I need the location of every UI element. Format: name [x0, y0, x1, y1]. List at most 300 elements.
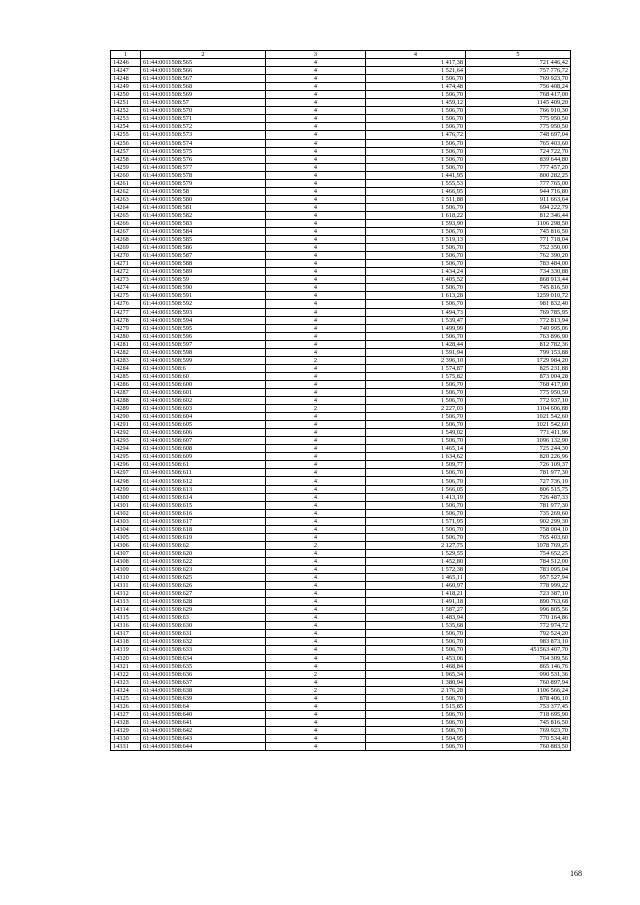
table-cell-col3: 4 [266, 566, 366, 574]
table-cell-col5: 723 387,10 [466, 590, 571, 598]
table-cell-col2: 61:44:0011508:572 [141, 123, 266, 131]
table-cell-col1: 14284 [111, 364, 141, 372]
table-cell-col2: 61:44:0011508:612 [141, 477, 266, 485]
table-cell-col2: 61:44:0011508:59 [141, 276, 266, 284]
table-cell-col1: 14287 [111, 388, 141, 396]
table-cell-col2: 61:44:0011508:596 [141, 332, 266, 340]
table-cell-col3: 4 [266, 461, 366, 469]
table-cell-col1: 14299 [111, 485, 141, 493]
table-cell-col3: 4 [266, 99, 366, 107]
table-cell-col3: 4 [266, 380, 366, 388]
table-cell-col4: 1 506,70 [366, 123, 466, 131]
header-cell-3: 3 [266, 51, 366, 59]
table-cell-col2: 61:44:0011508:569 [141, 91, 266, 99]
table-cell-col2: 61:44:0011508:597 [141, 340, 266, 348]
table-cell-col2: 61:44:0011508:613 [141, 485, 266, 493]
table-cell-col5: 769 785,95 [466, 308, 571, 316]
table-cell-col4: 1 506,70 [366, 284, 466, 292]
table-cell-col5: 758 004,10 [466, 525, 571, 533]
table-cell-col5: 890 763,68 [466, 598, 571, 606]
table-cell-col3: 4 [266, 598, 366, 606]
table-cell-col1: 14288 [111, 397, 141, 405]
table-row [111, 107, 571, 115]
table-cell-col2: 61:44:0011508:570 [141, 107, 266, 115]
table-cell-col3: 4 [266, 284, 366, 292]
table-cell-col5: 768 417,00 [466, 380, 571, 388]
table-cell-col3: 4 [266, 606, 366, 614]
table-cell-col3: 4 [266, 397, 366, 405]
table-row [111, 590, 571, 598]
table-row [111, 228, 571, 236]
table-cell-col5: 878 406,10 [466, 694, 571, 702]
table-cell-col1: 14280 [111, 332, 141, 340]
header-row [111, 51, 571, 59]
table-cell-col4: 1 555,53 [366, 179, 466, 187]
table-cell-col2: 61:44:0011508:589 [141, 268, 266, 276]
table-cell-col1: 14289 [111, 405, 141, 413]
table-cell-col1: 14298 [111, 477, 141, 485]
table-row [111, 123, 571, 131]
table-row [111, 397, 571, 405]
table-cell-col4: 1 491,18 [366, 598, 466, 606]
table-row [111, 179, 571, 187]
table-cell-col3: 4 [266, 654, 366, 662]
table-cell-col1: 14327 [111, 710, 141, 718]
table-cell-col3: 4 [266, 348, 366, 356]
table-cell-col2: 61:44:0011508:623 [141, 566, 266, 574]
table-cell-col2: 61:44:0011508:58 [141, 187, 266, 195]
table-cell-col2: 61:44:0011508:585 [141, 236, 266, 244]
table-cell-col5: 981 832,40 [466, 300, 571, 308]
table-row [111, 364, 571, 372]
table-cell-col4: 1 506,70 [366, 533, 466, 541]
table-cell-col3: 4 [266, 485, 366, 493]
table-cell-col4: 1 506,70 [366, 300, 466, 308]
table-cell-col4: 1 405,52 [366, 276, 466, 284]
table-cell-col1: 14281 [111, 340, 141, 348]
table-row [111, 710, 571, 718]
table-cell-col5: 868 913,44 [466, 276, 571, 284]
table-row [111, 75, 571, 83]
table-cell-col1: 14286 [111, 380, 141, 388]
table-cell-col4: 1 506,70 [366, 380, 466, 388]
table-row [111, 139, 571, 147]
table-cell-col4: 1 413,19 [366, 493, 466, 501]
table-cell-col4: 1 575,82 [366, 372, 466, 380]
table-cell-col4: 1 515,85 [366, 702, 466, 710]
table-cell-col2: 61:44:0011508:639 [141, 694, 266, 702]
table-cell-col1: 14320 [111, 654, 141, 662]
table-cell-col2: 61:44:0011508:571 [141, 115, 266, 123]
table-cell-col3: 4 [266, 509, 366, 517]
table-cell-col4: 1 506,70 [366, 252, 466, 260]
table-cell-col5: 775 950,50 [466, 123, 571, 131]
table-cell-col2: 61:44:0011508:631 [141, 630, 266, 638]
table-cell-col5: 753 377,45 [466, 702, 571, 710]
table-cell-col2: 61:44:0011508:618 [141, 525, 266, 533]
table-row [111, 445, 571, 453]
table-cell-col5: 777 765,00 [466, 179, 571, 187]
table-cell-col3: 4 [266, 614, 366, 622]
table-cell-col1: 14292 [111, 429, 141, 437]
table-cell-col4: 1 535,68 [366, 622, 466, 630]
table-cell-col4: 1 539,47 [366, 316, 466, 324]
table-cell-col1: 14257 [111, 147, 141, 155]
table-cell-col3: 4 [266, 332, 366, 340]
table-cell-col5: 718 695,90 [466, 710, 571, 718]
table-cell-col2: 61:44:0011508:579 [141, 179, 266, 187]
table-cell-col4: 1 506,70 [366, 115, 466, 123]
table-cell-col2: 61:44:0011508:637 [141, 678, 266, 686]
table-cell-col4: 1 506,70 [366, 413, 466, 421]
table-cell-col1: 14279 [111, 324, 141, 332]
table-cell-col5: 766 910,30 [466, 107, 571, 115]
table-cell-col3: 4 [266, 268, 366, 276]
table-row [111, 429, 571, 437]
table-cell-col5: 944 716,80 [466, 187, 571, 195]
table-cell-col1: 14258 [111, 155, 141, 163]
table-cell-col2: 61:44:0011508:595 [141, 324, 266, 332]
table-cell-col3: 4 [266, 630, 366, 638]
table-cell-col3: 2 [266, 686, 366, 694]
table-cell-col4: 2 127,75 [366, 541, 466, 549]
table-row [111, 324, 571, 332]
table-cell-col5: 770 164,86 [466, 614, 571, 622]
table-cell-col2: 61:44:0011508:581 [141, 203, 266, 211]
table-cell-col1: 14249 [111, 83, 141, 91]
table-cell-col3: 4 [266, 244, 366, 252]
table-row [111, 388, 571, 396]
table-cell-col5: 762 390,20 [466, 252, 571, 260]
table-cell-col2: 61:44:0011508:6 [141, 364, 266, 372]
table-cell-col4: 1 418,21 [366, 590, 466, 598]
table-cell-col3: 4 [266, 557, 366, 565]
table-cell-col2: 61:44:0011508:614 [141, 493, 266, 501]
table-cell-col5: 756 408,24 [466, 83, 571, 91]
table-cell-col3: 4 [266, 477, 366, 485]
table-row [111, 726, 571, 734]
table-cell-col5: 990 531,36 [466, 670, 571, 678]
table-cell-col2: 61:44:0011508:599 [141, 356, 266, 364]
table-cell-col3: 4 [266, 445, 366, 453]
table-row [111, 195, 571, 203]
table-cell-col2: 61:44:0011508:64 [141, 702, 266, 710]
table-cell-col4: 1 509,77 [366, 461, 466, 469]
table-cell-col5: 781 977,30 [466, 469, 571, 477]
table-row [111, 525, 571, 533]
table-cell-col5: 1259 010,72 [466, 292, 571, 300]
table-cell-col1: 14263 [111, 195, 141, 203]
table-cell-col2: 61:44:0011508:603 [141, 405, 266, 413]
table-cell-col1: 14305 [111, 533, 141, 541]
table-cell-col3: 4 [266, 743, 366, 751]
table-row [111, 614, 571, 622]
table-cell-col1: 14318 [111, 638, 141, 646]
table-cell-col1: 14261 [111, 179, 141, 187]
table-cell-col5: 775 950,50 [466, 388, 571, 396]
table-cell-col3: 4 [266, 308, 366, 316]
table-row [111, 541, 571, 549]
table-cell-col2: 61:44:0011508:582 [141, 211, 266, 219]
table-cell-col5: 911 663,64 [466, 195, 571, 203]
table-cell-col1: 14308 [111, 557, 141, 565]
table-cell-col5: 745 816,50 [466, 284, 571, 292]
table-cell-col5: 740 995,06 [466, 324, 571, 332]
table-cell-col1: 14307 [111, 549, 141, 557]
table-cell-col1: 14247 [111, 67, 141, 75]
table-cell-col1: 14331 [111, 743, 141, 751]
table-cell-col5: 812 782,36 [466, 340, 571, 348]
table-row [111, 694, 571, 702]
table-cell-col4: 1 428,44 [366, 340, 466, 348]
table-cell-col2: 61:44:0011508:608 [141, 445, 266, 453]
table-cell-col4: 1 506,70 [366, 107, 466, 115]
table-row [111, 203, 571, 211]
table-cell-col5: 726 109,37 [466, 461, 571, 469]
table-cell-col4: 1 506,70 [366, 388, 466, 396]
table-cell-col1: 14248 [111, 75, 141, 83]
table-cell-col3: 4 [266, 662, 366, 670]
table-cell-col1: 14302 [111, 509, 141, 517]
table-cell-col2: 61:44:0011508:591 [141, 292, 266, 300]
table-cell-col2: 61:44:0011508:576 [141, 155, 266, 163]
table-cell-col5: 1729 984,20 [466, 356, 571, 364]
table-cell-col5: 760 897,94 [466, 678, 571, 686]
table-cell-col2: 61:44:0011508:615 [141, 501, 266, 509]
table-cell-col4: 1 483,94 [366, 614, 466, 622]
table-cell-col3: 4 [266, 726, 366, 734]
table-cell-col1: 14271 [111, 260, 141, 268]
table-cell-col4: 1 506,70 [366, 743, 466, 751]
table-row [111, 83, 571, 91]
table-cell-col2: 61:44:0011508:574 [141, 139, 266, 147]
table-cell-col3: 4 [266, 67, 366, 75]
table-cell-col5: 996 805,56 [466, 606, 571, 614]
table-cell-col4: 1 506,70 [366, 710, 466, 718]
table-cell-col4: 1 506,70 [366, 525, 466, 533]
table-cell-col4: 1 587,27 [366, 606, 466, 614]
table-cell-col2: 61:44:0011508:628 [141, 598, 266, 606]
table-row [111, 316, 571, 324]
table-row [111, 606, 571, 614]
table-row [111, 461, 571, 469]
table-cell-col2: 61:44:0011508:641 [141, 718, 266, 726]
table-cell-col5: 1106 566,24 [466, 686, 571, 694]
table-cell-col3: 4 [266, 203, 366, 211]
table-row [111, 622, 571, 630]
table-cell-col2: 61:44:0011508:565 [141, 59, 266, 67]
table-cell-col3: 4 [266, 718, 366, 726]
table-row [111, 453, 571, 461]
table-cell-col1: 14315 [111, 614, 141, 622]
table-row [111, 630, 571, 638]
table-cell-col4: 2 176,28 [366, 686, 466, 694]
table-cell-col3: 4 [266, 710, 366, 718]
table-cell-col4: 1 965,34 [366, 670, 466, 678]
table-cell-col4: 1 593,90 [366, 219, 466, 227]
table-cell-col1: 14256 [111, 139, 141, 147]
table-cell-col5: 1104 606,88 [466, 405, 571, 413]
table-cell-col2: 61:44:0011508:568 [141, 83, 266, 91]
header-cell-1: 1 [111, 51, 141, 59]
table-cell-col3: 4 [266, 340, 366, 348]
table-cell-col5: 1021 542,60 [466, 421, 571, 429]
table-cell-col2: 61:44:0011508:609 [141, 453, 266, 461]
data-table [110, 50, 571, 751]
table-cell-col3: 4 [266, 364, 366, 372]
table-cell-col1: 14312 [111, 590, 141, 598]
table-row [111, 734, 571, 742]
table-cell-col1: 14272 [111, 268, 141, 276]
table-cell-col4: 1 506,70 [366, 332, 466, 340]
table-row [111, 646, 571, 654]
table-cell-col2: 61:44:0011508:573 [141, 131, 266, 139]
table-cell-col2: 61:44:0011508:590 [141, 284, 266, 292]
table-cell-col5: 735 269,60 [466, 509, 571, 517]
table-cell-col3: 4 [266, 517, 366, 525]
table-cell-col3: 4 [266, 83, 366, 91]
table-cell-col3: 4 [266, 139, 366, 147]
table-cell-col5: 752 350,00 [466, 244, 571, 252]
table-cell-col4: 1 566,05 [366, 485, 466, 493]
table-cell-col2: 61:44:0011508:605 [141, 421, 266, 429]
table-cell-col2: 61:44:0011508:606 [141, 429, 266, 437]
table-cell-col4: 1 441,95 [366, 171, 466, 179]
table-cell-col2: 61:44:0011508:584 [141, 228, 266, 236]
table-cell-col1: 14255 [111, 131, 141, 139]
table-cell-col3: 4 [266, 316, 366, 324]
table-cell-col5: 771 718,04 [466, 236, 571, 244]
table-cell-col4: 1 574,87 [366, 364, 466, 372]
table-cell-col1: 14282 [111, 348, 141, 356]
table-row [111, 638, 571, 646]
table-row [111, 67, 571, 75]
table-cell-col5: 783 484,00 [466, 260, 571, 268]
table-cell-col3: 4 [266, 469, 366, 477]
table-cell-col1: 14293 [111, 437, 141, 445]
table-row [111, 260, 571, 268]
table-row [111, 437, 571, 445]
table-cell-col4: 1 506,70 [366, 509, 466, 517]
table-row [111, 405, 571, 413]
table-cell-col2: 61:44:0011508:629 [141, 606, 266, 614]
table-cell-col1: 14322 [111, 670, 141, 678]
table-cell-col5: 765 403,60 [466, 139, 571, 147]
table-cell-col2: 61:44:0011508:593 [141, 308, 266, 316]
header-cell-4: 4 [366, 51, 466, 59]
table-row [111, 477, 571, 485]
table-cell-col1: 14304 [111, 525, 141, 533]
table-cell-col2: 61:44:0011508:586 [141, 244, 266, 252]
table-row [111, 533, 571, 541]
table-row [111, 582, 571, 590]
table-cell-col5: 812 346,44 [466, 211, 571, 219]
table-row [111, 252, 571, 260]
table-row [111, 743, 571, 751]
table-cell-col4: 1 571,95 [366, 517, 466, 525]
table-cell-col2: 61:44:0011508:640 [141, 710, 266, 718]
table-cell-col5: 734 330,88 [466, 268, 571, 276]
table-cell-col1: 14252 [111, 107, 141, 115]
table-cell-col3: 4 [266, 252, 366, 260]
table-cell-col2: 61:44:0011508:63 [141, 614, 266, 622]
table-cell-col3: 4 [266, 501, 366, 509]
table-cell-col5: 775 950,50 [466, 115, 571, 123]
table-cell-col5: 783 095,04 [466, 566, 571, 574]
table-row [111, 340, 571, 348]
table-cell-col5: 865 146,76 [466, 662, 571, 670]
table-cell-col5: 799 153,88 [466, 348, 571, 356]
table-cell-col5: 745 816,50 [466, 718, 571, 726]
table-row [111, 147, 571, 155]
table-cell-col4: 1 506,70 [366, 421, 466, 429]
table-cell-col4: 1 506,70 [366, 228, 466, 236]
table-row [111, 413, 571, 421]
table-cell-col4: 2 227,03 [366, 405, 466, 413]
table-row [111, 59, 571, 67]
table-cell-col2: 61:44:0011508:604 [141, 413, 266, 421]
table-cell-col4: 1 452,80 [366, 557, 466, 565]
table-row [111, 131, 571, 139]
table-cell-col1: 14276 [111, 300, 141, 308]
table-cell-col2: 61:44:0011508:635 [141, 662, 266, 670]
table-cell-col2: 61:44:0011508:633 [141, 646, 266, 654]
table-cell-col5: 694 222,79 [466, 203, 571, 211]
table-cell-col3: 4 [266, 421, 366, 429]
table-cell-col4: 1 506,70 [366, 630, 466, 638]
table-cell-col3: 4 [266, 211, 366, 219]
table-cell-col3: 4 [266, 228, 366, 236]
table-cell-col3: 4 [266, 413, 366, 421]
table-cell-col3: 4 [266, 147, 366, 155]
table-cell-col3: 4 [266, 582, 366, 590]
table-cell-col5: 1145 409,20 [466, 99, 571, 107]
table-cell-col2: 61:44:0011508:592 [141, 300, 266, 308]
table-cell-col1: 14278 [111, 316, 141, 324]
table-cell-col4: 1 506,70 [366, 477, 466, 485]
table-cell-col5: 772 813,94 [466, 316, 571, 324]
table-cell-col2: 61:44:0011508:60 [141, 372, 266, 380]
table-row [111, 115, 571, 123]
table-cell-col3: 2 [266, 405, 366, 413]
table-cell-col4: 1 453,06 [366, 654, 466, 662]
table-cell-col2: 61:44:0011508:607 [141, 437, 266, 445]
table-cell-col1: 14265 [111, 211, 141, 219]
table-cell-col2: 61:44:0011508:577 [141, 163, 266, 171]
table-cell-col4: 1 504,95 [366, 734, 466, 742]
table-cell-col4: 1 380,94 [366, 678, 466, 686]
table-cell-col1: 14273 [111, 276, 141, 284]
table-cell-col1: 14325 [111, 694, 141, 702]
table-cell-col1: 14330 [111, 734, 141, 742]
table-cell-col2: 61:44:0011508:566 [141, 67, 266, 75]
table-cell-col5: 825 231,88 [466, 364, 571, 372]
table-cell-col4: 1 506,70 [366, 694, 466, 702]
table-row [111, 557, 571, 565]
table-cell-col3: 4 [266, 187, 366, 195]
table-cell-col1: 14246 [111, 59, 141, 67]
table-row [111, 469, 571, 477]
table-cell-col1: 14290 [111, 413, 141, 421]
table-cell-col2: 61:44:0011508:600 [141, 380, 266, 388]
table-row [111, 292, 571, 300]
table-cell-col5: 983 873,10 [466, 638, 571, 646]
table-row [111, 300, 571, 308]
table-cell-col5: 777 457,20 [466, 163, 571, 171]
table-cell-col3: 4 [266, 525, 366, 533]
table-row [111, 171, 571, 179]
table-cell-col4: 1 634,62 [366, 453, 466, 461]
